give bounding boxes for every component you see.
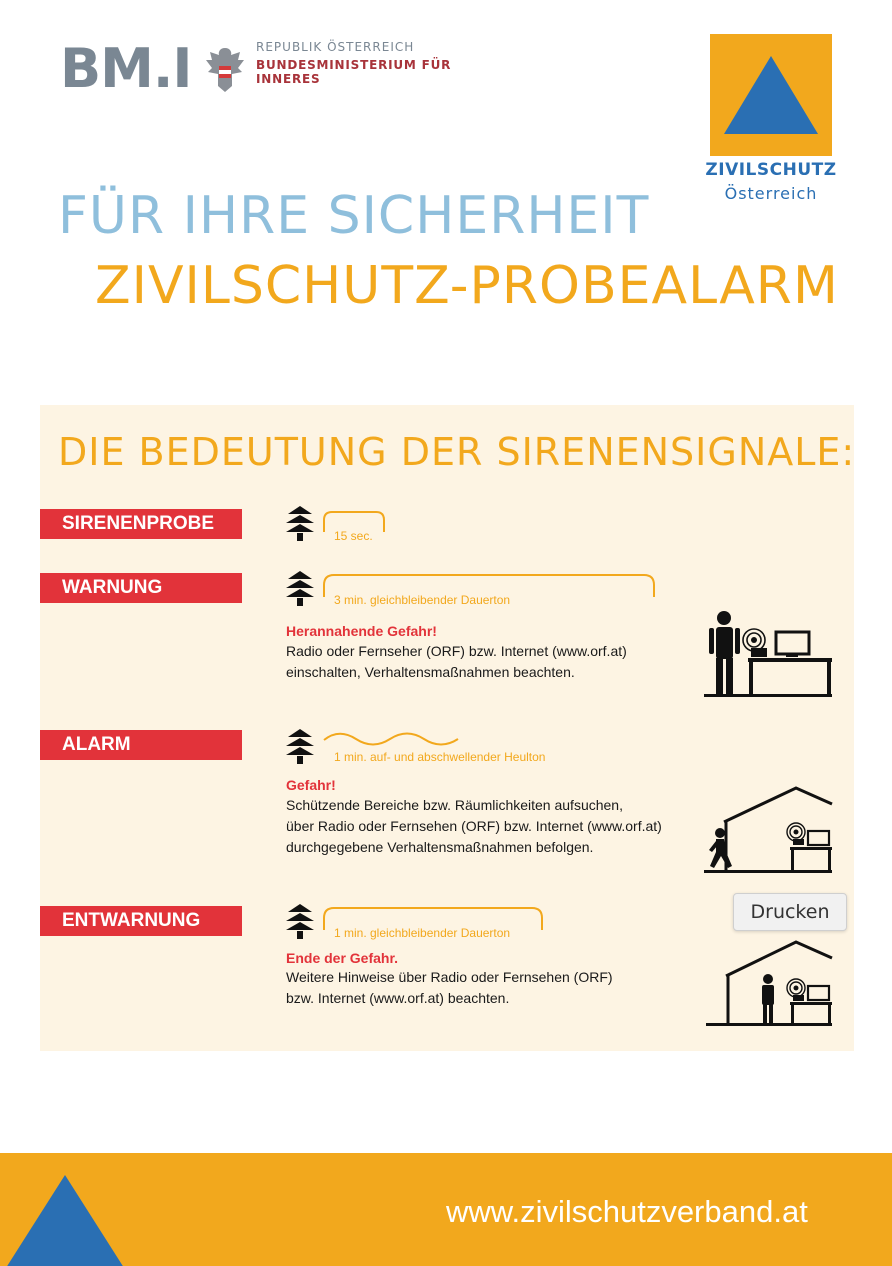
bmi-logo: [60, 38, 520, 100]
zivilschutz-logo: [710, 34, 832, 156]
title-line-2: ZIVILSCHUTZ-PROBEALARM: [95, 256, 839, 316]
person-with-radio-tv-icon: [704, 610, 834, 700]
desc-alarm-line-2: über Radio oder Fernsehen (ORF) bzw. Internet (www.orf.at): [286, 818, 662, 834]
footer-url[interactable]: www.zivilschutzverband.at: [446, 1194, 808, 1229]
zivilschutz-word: ZIVILSCHUTZ: [705, 160, 837, 180]
print-button[interactable]: Drucken: [733, 893, 847, 931]
desc-alarm-line-1: Schützende Bereiche bzw. Räumlichkeiten aufsuchen,: [286, 797, 623, 813]
duration-alarm: 1 min. auf- und abschwellender Heulton: [334, 750, 546, 764]
siren-icon: [285, 571, 315, 607]
desc-warnung-line-2: einschalten, Verhaltensmaßnahmen beachten.: [286, 664, 575, 680]
duration-sirenenprobe: 15 sec.: [334, 529, 373, 543]
person-inside-house-icon: [704, 938, 834, 1028]
heading-entwarnung: Ende der Gefahr.: [286, 950, 399, 966]
duration-entwarnung: 1 min. gleichbleibender Dauerton: [334, 926, 511, 940]
duration-warnung: 3 min. gleichbleibender Dauerton: [334, 593, 511, 607]
siren-icon: [285, 729, 315, 765]
label-sirenenprobe: SIRENENPROBE: [40, 509, 242, 539]
triangle-icon: [710, 34, 832, 156]
ministry-label: BUNDESMINISTERIUM FÜR INNERES: [256, 58, 452, 86]
panel-title: DIE BEDEUTUNG DER SIRENENSIGNALE:: [58, 430, 856, 474]
bmi-short: BM.I: [60, 37, 192, 100]
desc-entwarnung-line-2: bzw. Internet (www.orf.at) beachten.: [286, 990, 510, 1006]
siren-icon: [285, 904, 315, 940]
desc-entwarnung-line-1: Weitere Hinweise über Radio oder Fernsehen (ORF): [286, 969, 613, 985]
wave-tone-curve: [322, 728, 462, 750]
label-warnung: WARNUNG: [40, 573, 242, 603]
person-entering-house-icon: [704, 786, 834, 874]
label-alarm: ALARM: [40, 730, 242, 760]
title-line-1: FÜR IHRE SICHERHEIT: [58, 186, 650, 246]
siren-icon: [285, 506, 315, 542]
desc-alarm-line-3: durchgegebene Verhaltensmaßnahmen befolgen.: [286, 839, 594, 855]
triangle-icon: [0, 1153, 130, 1266]
heading-alarm: Gefahr!: [286, 777, 336, 793]
label-entwarnung: ENTWARNUNG: [40, 906, 242, 936]
eagle-icon: [200, 42, 250, 96]
zivilschutz-country: Österreich: [724, 184, 818, 203]
republic-label: REPUBLIK ÖSTERREICH: [256, 40, 415, 54]
desc-warnung-line-1: Radio oder Fernseher (ORF) bzw. Internet (www.orf.at): [286, 643, 627, 659]
heading-warnung: Herannahende Gefahr!: [286, 623, 437, 639]
